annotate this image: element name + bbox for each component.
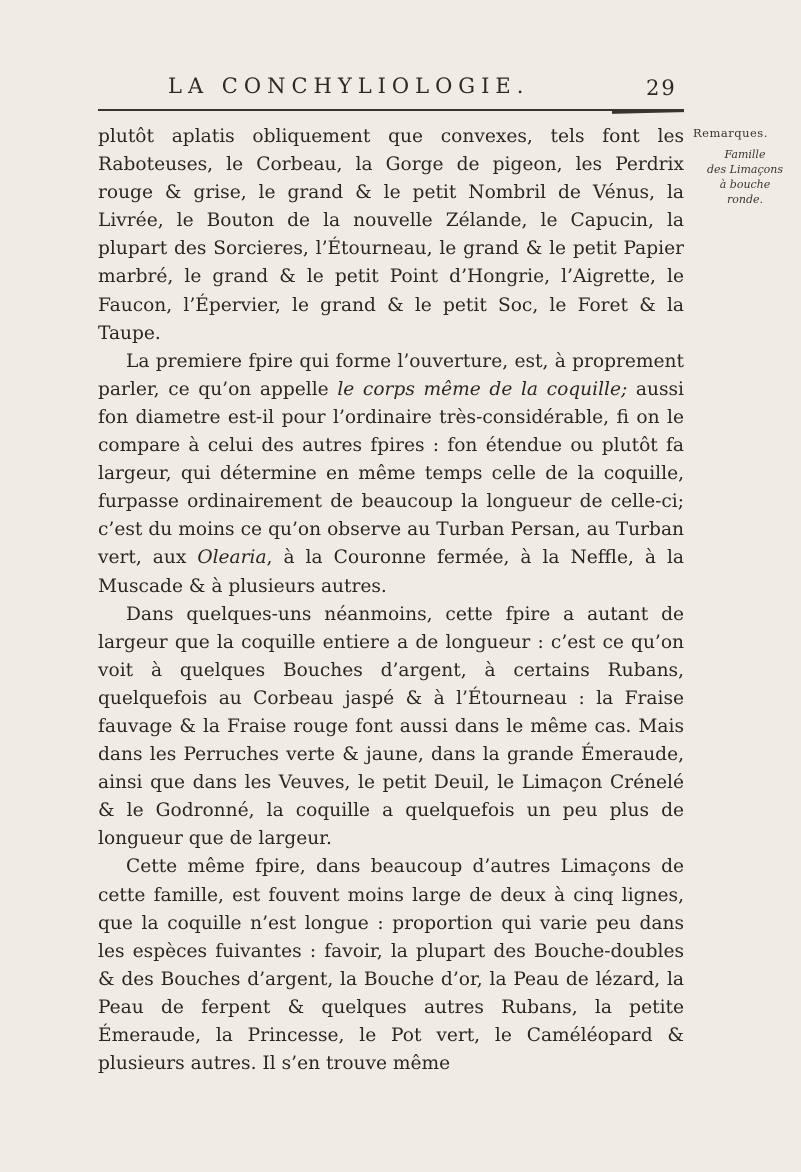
header-rule-flourish [612, 109, 684, 114]
paragraph-text: La premiere fpire qui forme l’ouverture, est, à proprement parler, ce qu’on appelle [98, 350, 684, 400]
running-header-title: LA CONCHYLIOLOGIE. [168, 74, 530, 98]
page-number: 29 [646, 76, 677, 100]
margin-note-heading: Remarques. [693, 126, 768, 140]
paragraph: Dans quelques-uns néanmoins, cette fpire a autant de largeur que la coquille entiere a de longueur : c’est ce qu’on voit à quelques Bouches d’argent, à certains Rubans, quelquefois au Corbeau jaspé & à l’Étourneau : la Fraise fauvage & la Fraise rouge font aussi dans le même cas. Mais dans les Perruches verte & jaune, dans la grande Émeraude, ainsi que dans les Veuves, le petit Deuil, le Limaçon Crénelé & le Godronné, la coquille a quelquefois un peu plus de longueur que de largeur. [98, 603, 684, 850]
paragraph-text: aussi fon diametre est-il pour l’ordinaire très-considérable, fi on le compare à celui des autres fpires : fon étendue ou plutôt fa largeur, qui détermine en même temps celle de la coquille, furpasse ordinairement de beaucoup la longueur de celle-ci; c’est du moins ce qu’on observe au Turban Persan, au Turban vert, aux [98, 378, 684, 569]
paragraph-italic: Olearia [197, 547, 267, 569]
paragraph: Cette même fpire, dans beaucoup d’autres Limaçons de cette famille, est fouvent moins large de deux à cinq lignes, que la coquille n’est longue : proportion qui varie peu dans les espèces fuivantes : favoir, la plupart des Bouche-doubles & des Bouches d’argent, la Bouche d’or, la Peau de lézard, la Peau de ferpent & quelques autres Rubans, la petite Émeraude, la Princesse, le Pot vert, le Caméléopard & plusieurs autres. Il s’en trouve même [98, 856, 684, 1075]
margin-note-line: des Limaçons [706, 163, 784, 176]
header-rule [98, 109, 684, 111]
margin-note [693, 126, 797, 207]
paragraph-text: , à la Couronne fermée, à la Neffle, à la Muscade & à plusieurs autres. [98, 547, 684, 597]
paragraph-italic: le corps même de la coquille; [337, 378, 628, 400]
paragraph [98, 348, 684, 601]
margin-note-line: à bouche [719, 178, 771, 191]
margin-note-line: ronde. [726, 193, 763, 206]
margin-note-line: Famille [724, 148, 766, 161]
body-text [98, 123, 684, 1078]
paragraph: plutôt aplatis obliquement que convexes, tels font les Raboteuses, le Corbeau, la Gorge de pigeon, les Perdrix rouge & grise, le grand & le petit Nombril de Vénus, la Livrée, le Bouton de la nouvelle Zélande, le Capucin, la plupart des Sorcieres, l’Étourneau, le grand & le petit Papier marbré, le grand & le petit Point d’Hongrie, l’Aigrette, le Faucon, l’Épervier, le grand & le petit Soc, le Foret & la Taupe. [98, 126, 684, 344]
